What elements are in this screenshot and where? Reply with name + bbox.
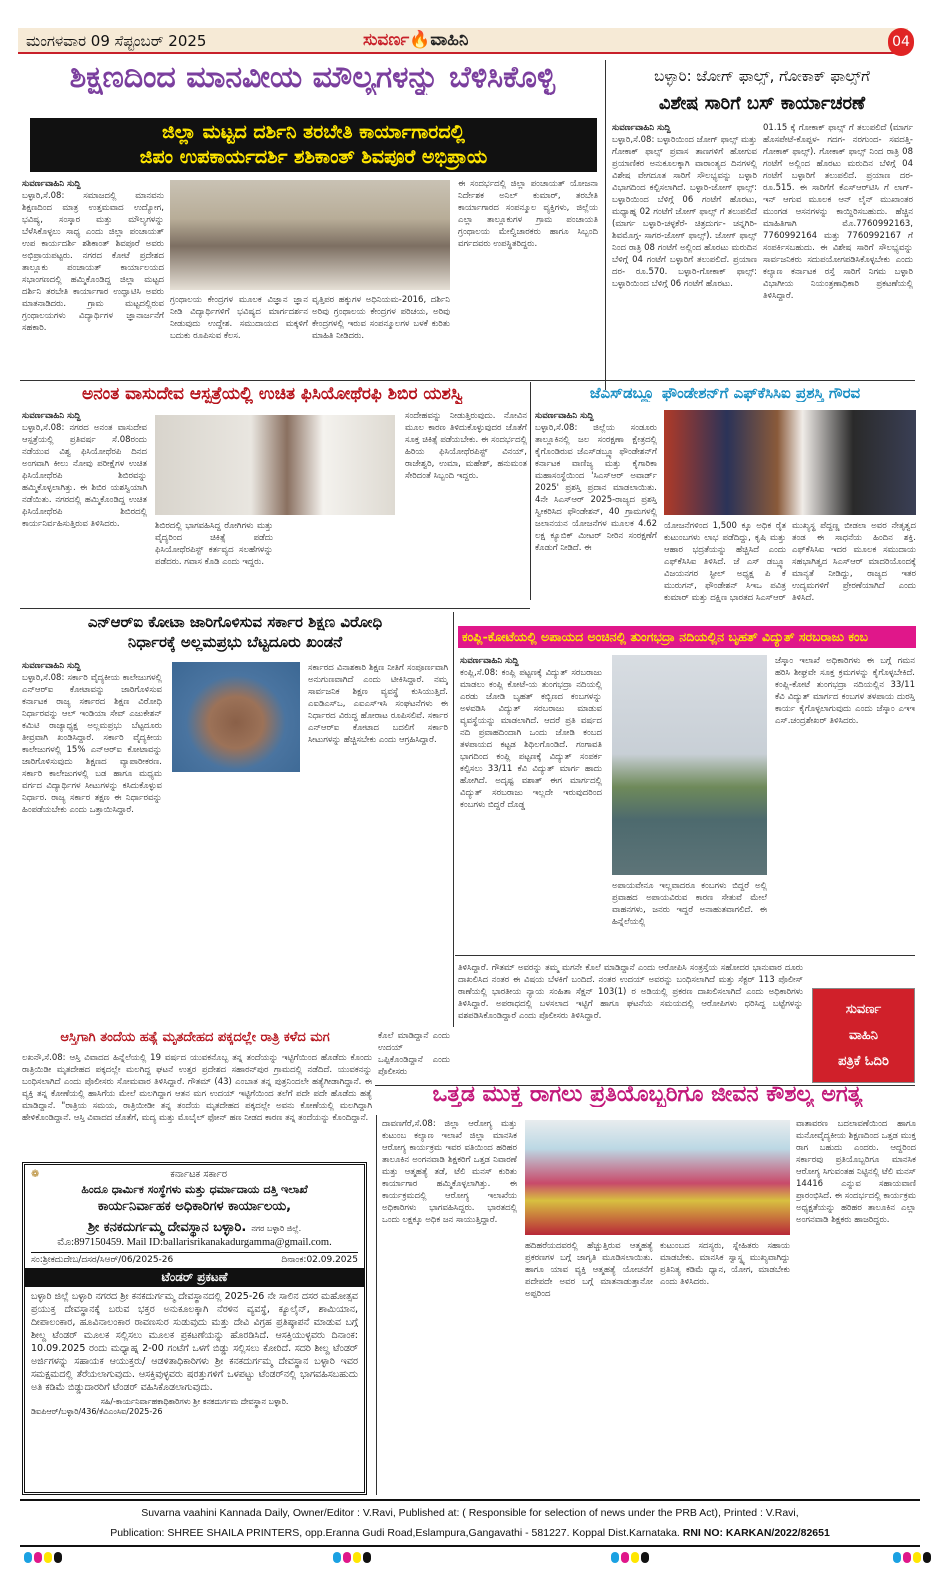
headline-life-skills: ಒತ್ತಡ ಮುಕ್ತ ರಾಗಲು ಪ್ರತಿಯೊಬ್ಬರಿಗೂ ಜೀವನ ಕೌಶಲ್ಯ ಅಗತ್ಯ xyxy=(432,1082,863,1107)
story4-col3: ಮುಖ್ಯಸ್ಥ ಪೆದ್ದಣ್ಣ ಬೀಡಲಾ ಅವರ ನೇತೃತ್ವದ ತಂಡ ಈ ಸಾಧನೆಯ ಹಿಂದಿನ ಶಕ್ತಿ. ಎಫ್‌ಕೆಸಿಸಿಐ ಇದರ ಮೂಲಕ ಸಮುದಾಯ ಸಹಭಾಗಿತ್ವದ ಸಿಎಸ್‌ಆರ್ ಮಾದರಿಯೊಂದಕ್ಕೆ ಮಾನ್ಯತೆ ನೀಡಿದ್ದು, ರಾಜ್ಯದ ಇತರ ಉದ್ಯಮಗಳಿಗೆ ಪ್ರೇರಣೆಯಾಗಿದೆ ಎಂದು ತಿಳಿಸಿದೆ. xyxy=(792,521,916,603)
story1-col2: ಈ ಸಂದರ್ಭದಲ್ಲಿ ಜಿಲ್ಲಾ ಪಂಚಾಯತ್ ಯೋಜನಾ ನಿರ್ದೇಶಕ ಅನಿಲ್ ಕುಮಾರ್, ತರಬೇತಿ ಕಾರ್ಯಾಗಾರದ ಸಂಪನ್ಮೂಲ ವ್ಯಕ್ತಿಗಳು, ಜಿಲ್ಲೆಯ ಎಲ್ಲಾ ತಾಲ್ಲೂಕುಗಳ ಗ್ರಾಮ ಪಂಚಾಯತಿ ಗ್ರಂಥಾಲಯ ಮೇಲ್ವಿಚಾರಕರು ಹಾಗೂ ಸಿಬ್ಬಂದಿ ವರ್ಗದವರು ಉಪಸ್ಥಿತರಿದ್ದರು. xyxy=(458,179,598,249)
subhead-banner xyxy=(30,118,597,172)
headline-special-bus: ಬಳ್ಳಾರಿ: ಜೋಗ್ ಫಾಲ್ಸ್, ಗೋಕಾಕ್ ಫಾಲ್ಸ್‌ಗೆ ವಿಶೇಷ ಸಾರಿಗೆ ಬಸ್ ಕಾರ್ಯಾಚರಣೆ xyxy=(654,67,870,114)
color-registration-marks xyxy=(893,1548,933,1567)
emblem-icon: ❁ xyxy=(31,1169,40,1180)
subhead-line-1: ಜಿಲ್ಲಾ ಮಟ್ಟದ ದರ್ಶಿನಿ ತರಬೇತಿ ಕಾರ್ಯಾಗಾರದಲ್ಲಿ xyxy=(162,121,465,143)
ad-tender-title: ಟೆಂಡರ್ ಪ್ರಕಟಣೆ xyxy=(25,1268,364,1287)
story8-col3: ಕುಟುಂಬದ ಸದಸ್ಯರು, ಸ್ನೇಹಿತರು ಸಹಾಯ ಮಾಡಬೇಕು. ಮಾನಸಿಕ ಸ್ವಾಸ್ಥ್ಯ ಮುಖ್ಯವಾಗಿದ್ದು ಪ್ರತಿನಿತ್ಯ ಕಡಿಮೆ ಧ್ಯಾನ, ಯೋಗ, ಮಾಡಬೇಕು ಎಂದು ತಿಳಿಸಿದರು. xyxy=(660,1241,790,1287)
ad-dip-number: ಡಿಐಪಿಆರ್/ಬಳ್ಳಾರಿ/436/ಕೆವಿಎಂಸಿಐ/2025-26 xyxy=(31,1407,163,1416)
headline-jsw-award: ಜೆಎಸ್‌ಡಬ್ಲ್ಯೂ ಫೌಂಡೇಶನ್‌ಗೆ ಎಫ್‌ಕೆಸಿಸಿಐ ಪ್ರಶಸ್ತಿ ಗೌರವ xyxy=(589,384,861,402)
story7-body: ಲಖನೌ,ಸೆ.08: ಆಸ್ತಿ ವಿವಾದದ ಹಿನ್ನೆಲೆಯಲ್ಲಿ 19 ವರ್ಷದ ಯುವಕನೊಬ್ಬ ತನ್ನ ತಂದೆಯನ್ನು ಇಟ್ಟಿಗೆಯಿಂದ ಹೊಡೆದು ಕೊಂದು ರಾತ್ರಿಯಿಡೀ ಮೃತದೇಹದ ಪಕ್ಕದಲ್ಲೇ ಮಲಗಿದ್ದ ಘಟನೆ ಉತ್ತರ ಪ್ರದೇಶದ ಸಹಾರನ್‌ಪುರ ಗ್ರಾಮದಲ್ಲಿ ನಡೆದಿದೆ. ಯುವಕನನ್ನು ಬಂಧಿಸಲಾಗಿದೆ ಎಂದು ಪೊಲೀಸರು ಸೋಮವಾರ ತಿಳಿಸಿದ್ದಾರೆ. ಗೌತಮ್ (43) ಎಂಬಾತ ತನ್ನ ಪುತ್ರನಿಂದಲೇ ಹತ್ಯೆಗೀಡಾಗಿದ್ದಾನೆ. ಈ ವ್ಯಕ್ತಿ ತನ್ನ ಕೋಣೆಯಲ್ಲಿ ಹಾಸಿಗೆಯ ಮೇಲೆ ಮಲಗಿದ್ದಾಗ ಆತನ ಮಗ ಉದಯ್ ಇಟ್ಟಿಗೆಯಿಂದ ತಲೆಗೆ ಪದೇ ಪದೇ ಹೊಡೆದು ಹತ್ಯೆ ಮಾಡಿದ್ದಾನೆ. "ರಾತ್ರಿಯ ಸಮಯ, ರಾತ್ರಿಯೀಡೀ ತನ್ನ ತಂದೆಯ ಮೃತದೇಹದ ಪಕ್ಕದಲ್ಲೇ ಅವನು ಕೋಣೆಯಲ್ಲಿ ಮಲಗಿದ್ದಾಗಿ ಹೇಳಿಕೊಂಡಿದ್ದಾನೆ. ಆಸ್ತಿ ವಿವಾದದ ಜೊತೆಗೆ, ಮದ್ಯ ಮತ್ತು ಮೊಬೈಲ್ ಫೋನ್ ಹಣ ನೀಡದ ಕಾರಣ ತನ್ನ ತಂದೆಯನ್ನು ಕೊಂದಿದ್ದಾನೆ. xyxy=(22,1053,372,1123)
ad-govt-title: ❁ ಕರ್ನಾಟಕ ಸರ್ಕಾರ xyxy=(31,1169,228,1180)
story7-col2: ಕೊಲೆ ಮಾಡಿದ್ದಾನೆ ಎಂದು ಉದಯ್ ಒಪ್ಪಿಕೊಂಡಿದ್ದಾನೆ ಎಂದು ಪೊಲೀಸರು xyxy=(378,1031,450,1077)
story8-col2: ಹದಿಹರೆಯದವರಲ್ಲಿ ಹೆಚ್ಚುತ್ತಿರುವ ಆತ್ಮಹತ್ಯೆ ಪ್ರಕರಣಗಳ ಬಗ್ಗೆ ಜಾಗೃತಿ ಮೂಡಿಸಲಾಯಿತು. ಹಾಗೂ ಯಾವ ವ್ಯಕ್ತಿ ಆತ್ಮಹತ್ಯೆ ಯೋಚನೆಗೆ ಪದೇಪದೇ ಅವರ ಬಗ್ಗೆ ಮಾತನಾಡುತ್ತಾನೋ ಅಪ್ಪರಿಂದ xyxy=(525,1241,653,1299)
masthead xyxy=(18,28,908,54)
issue-date: ಮಂಗಳವಾರ 09 ಸೆಪ್ಟಂಬರ್ 2025 xyxy=(26,32,207,50)
headline-education-values: ಶಿಕ್ಷಣದಿಂದ ಮಾನವೀಯ ಮೌಲ್ಯಗಳನ್ನು ಬೆಳಿಸಿಕೊಳ್ಳಿ xyxy=(69,60,556,95)
tender-notice-ad xyxy=(22,1162,367,1495)
story8-col4: ವಾತಾವರಣ ಬದಲಾವಣೆಯಿಂದ ಹಾಗೂ ಮನೋವೈದ್ಯಕೀಯ ಶಿಕ್ಷಣದಿಂದ ಒತ್ತಡ ಮುಕ್ತ ರಾಗ ಬಹುದು ಎಂದರು. ಆದ್ದರಿಂದ ಸರ್ಕಾರವು ಪ್ರತಿಯೊಬ್ಬರಿಗೂ ಮಾನಸಿಕ ಆರೋಗ್ಯ ಸಿಗುವಂತಹ ನಿಟ್ಟಿನಲ್ಲಿ ಟೆಲಿ ಮನಸ್ 14416 ಎನ್ನುವ ಸಹಾಯವಾಣಿ ಪ್ರಾರಂಭಿಸಿದೆ. ಈ ಸಂದರ್ಭದಲ್ಲಿ ಕಾರ್ಯಕ್ರಮ ಅಧ್ಯಕ್ಷತೆಯನ್ನು ಹರಿಹರ ತಾಲೂಕಿನ ಎಲ್ಲಾ ಅಂಗನವಾಡಿ ಶಿಕ್ಷಕರು ಹಾಜರಿದ್ದರು. xyxy=(796,1119,916,1225)
logo-text-1: ಸುವರ್ಣ xyxy=(363,30,410,50)
story6-col2: ಅಪಾಯವೇನೂ ಇಲ್ಲವಾದರೂ ಕಂಬಗಳು ಬಿದ್ದರೆ ಅಲ್ಲಿ ಪ್ರವಾಹದ ಅಪಾಯವಿರುವ ಕಾರಣ ಸೇತುವೆ ಮೇಲೆ ವಾಹನಗಳು, ಜನರು ಇದ್ದರೆ ಅನಾಹುತವಾಗಲಿದೆ. ಈ ಹಿನ್ನೆಲೆಯಲ್ಲಿ xyxy=(612,881,767,927)
lamp-icon: 🔥 xyxy=(409,30,431,50)
story4-col1: ಸುವರ್ಣವಾಹಿನಿ ಸುದ್ದಿ ಬಳ್ಳಾರಿ,ಸೆ.08: ಜಿಲ್ಲೆಯ ಸಂಡೂರು ತಾಲ್ಲೂಕಿನಲ್ಲಿ ಜಲ ಸಂರಕ್ಷಣಾ ಕ್ಷೇತ್ರದಲ್ಲಿ ಕೈಗೊಂಡಿರುವ ಜೆಎಸ್‌ಡಬ್ಲ್ಯೂ ಫೌಂಡೇಶನ್‌ಗೆ ಕರ್ನಾಟಕ ವಾಣಿಜ್ಯ ಮತ್ತು ಕೈಗಾರಿಕಾ ಮಹಾಸಂಸ್ಥೆಯಿಂದ 'ಸಿಎಸ್‌ಆರ್ ಅವಾರ್ಡ್ 2025' ಪ್ರಶಸ್ತಿ ಪ್ರದಾನ ಮಾಡಲಾಯಿತು. 4ನೇ ಸಿಎಸ್‌ಆರ್ 2025-ರಾಜ್ಯದ ಪ್ರಶಸ್ತಿ ಸ್ವೀಕರಿಸಿದ ಫೌಂಡೇಶನ್, 40 ಗ್ರಾಮಗಳಲ್ಲಿ ಜಲಾನಯನ ಯೋಜನೆಗಳ ಮೂಲಕ 4.62 ಲಕ್ಷ ಕ್ಯೂಬಿಕ್ ಮೀಟರ್ ನೀರಿನ ಸಂರಕ್ಷಣೆಗೆ ಕೊಡುಗೆ ನೀಡಿದೆ. ಈ xyxy=(535,411,657,553)
rni-number: RNI NO: KARKAN/2022/82651 xyxy=(682,1527,830,1539)
ad-body: ಬಳ್ಳಾರಿ ಜಿಲ್ಲೆ ಬಳ್ಳಾರಿ ನಗರದ ಶ್ರೀ ಕನಕದುರ್ಗಮ್ಮ ದೇವಸ್ಥಾನದಲ್ಲಿ 2025-26 ನೇ ಸಾಲಿನ ದಸರ ಮಹೋತ್ಸವ ಪ್ರಯುಕ್ತ ದೇವಸ್ಥಾನಕ್ಕೆ ಬರುವ ಭಕ್ತರ ಅನುಕೂಲಕ್ಕಾಗಿ ನೆರಳಿನ ವ್ಯವಸ್ಥೆ, ಕ್ಯೂಲೈನ್, ಶಾಮಿಯಾನ, ದೀಪಾಲಂಕಾರ, ಹೂವಿನಾಲಂಕಾರ ರಾವಣಸುರ ಸುಡುವುದು ಮತ್ತು ದೇವಿ ವಿಗ್ರಹ ಪ್ರತಿಷ್ಠಾಪನೆ ಮಾಡುವ ಬಗ್ಗೆ ಶೀಲ್ದ ಟೆಂಡರ್ ಮೂಲಕ ಸಲ್ಲಿಸಲು ಮೂಲಕ ಪ್ರಕಟಣೆಯನ್ನು ಹೊರಡಿಸಿದೆ. ಆಸಕ್ತಿಯುಳ್ಳವರು ದಿನಾಂಕ: 10.09.2025 ರಂದು ಮಧ್ಯಾಹ್ನ 2-00 ಗಂಟೆಗೆ ಒಳಗೆ ಬಿಡ್ಡು ಸಲ್ಲಿಸಲು ಕೋರಿದೆ. ಸದರಿ ಶೀಲ್ದ ಟೆಂಡರ್ ಅರ್ಜಿಗಳನ್ನು ಸಹಾಯಕ ಆಯುಕ್ತರು/ ಆಡಳಿತಾಧಿಕಾರಿಗಳು ಶ್ರೀ ಕನಕದುರ್ಗಮ್ಮ ದೇವಸ್ಥಾನ ಬಳ್ಳಾರಿ ಇವರ ಸಮಕ್ಷಮದಲ್ಲಿ ತೆರೆಯಲಾಗುವುದು. ಆಸಕ್ತಿವುಳ್ಳವರು ಷರತ್ತುಗಳಿಗೆ ಒಳಪಟ್ಟು ಟೆಂಡರ್‌ನಲ್ಲಿ ಭಾಗವಹಿಸಬಹುದು ಅತಿ ಕಡಿಮೆ ಬಿಡ್ಡುದಾರರಿಗೆ ಟೆಂಡರ್ ವಹಿಸಿಕೊಡಲಾಗುವುದು. xyxy=(31,1291,358,1393)
ad-department: ಹಿಂದೂ ಧಾರ್ಮಿಕ ಸಂಸ್ಥೆಗಳು ಮತ್ತು ಧರ್ಮಾದಾಯ ದತ್ತಿ ಇಲಾಖೆ xyxy=(81,1183,308,1196)
story2-col1: ಸುವರ್ಣವಾಹಿನಿ ಸುದ್ದಿ ಬಳ್ಳಾರಿ,ಸೆ.08: ಬಳ್ಳಾರಿಯಿಂದ ಜೋಗ್ ಫಾಲ್ಸ್ ಮತ್ತು ಗೋಕಾಕ್ ಫಾಲ್ಸ್ ಪ್ರವಾಸ ತಾಣಗಳಿಗೆ ಹೋಗುವ ಪ್ರಯಾಣಿಕರ ಅನುಕೂಲಕ್ಕಾಗಿ ವಾರಾಂತ್ಯದ ದಿನಗಳಲ್ಲಿ ವಿಶೇಷ ವೇಗದೂತ ಸಾರಿಗೆ ಸೌಲಭ್ಯವನ್ನು ಬಳ್ಳಾರಿ ವಿಭಾಗದಿಂದ ಕಲ್ಪಿಸಲಾಗಿದೆ. ಬಳ್ಳಾರಿ-ಜೋಗ್ ಫಾಲ್ಸ್: ಬಳ್ಳಾರಿಯಿಂದ ಬೆಳಿಗ್ಗೆ 06 ಗಂಟೆಗೆ ಹೊರಟು, ಮಧ್ಯಾಹ್ನ 02 ಗಂಟೆಗೆ ಜೋಗ್ ಫಾಲ್ಸ್ ಗೆ ತಲುಪಲಿದೆ (ಮಾರ್ಗ ಬಳ್ಳಾರಿ-ಚಳ್ಳಕೆರೆ- ಚಿತ್ರದುರ್ಗ- ಚನ್ನಗಿರಿ- ಶಿವಮೊಗ್ಗ- ಸಾಗರ-ಜೋಗ್ ಫಾಲ್ಸ್). ಜೋಗ್ ಫಾಲ್ಸ್ ನಿಂದ ರಾತ್ರಿ 08 ಗಂಟೆಗೆ ಅಲ್ಲಿಂದ ಹೊರಟು ಮರುದಿನ ಬೆಳಿಗ್ಗೆ 04 ಗಂಟೆಗೆ ಬಳ್ಳಾರಿಗೆ ತಲುಪಲಿದೆ. ಪ್ರಯಾಣ ದರ- ರೂ.570. ಬಳ್ಳಾರಿ-ಗೋಕಾಕ್ ಫಾಲ್ಸ್: ಬಳ್ಳಾರಿಯಿಂದ ಬೆಳಿಗ್ಗೆ 06 ಗಂಟೆಗೆ ಹೊರಟು. xyxy=(612,123,757,289)
newspaper-logo xyxy=(363,30,468,50)
subhead-line-2: ಜಿಪಂ ಉಪಕಾರ್ಯದರ್ಶಿ ಶಶಿಕಾಂತ್ ಶಿವಪೂರೆ ಅಭಿಪ್ರಾಯ xyxy=(139,146,488,168)
story5-col1: ಸುವರ್ಣವಾಹಿನಿ ಸುದ್ದಿ ಬಳ್ಳಾರಿ,ಸೆ.08: ಸರ್ಕಾರಿ ವೈದ್ಯಕೀಯ ಕಾಲೇಜುಗಳಲ್ಲಿ ಎನ್‌ಆರ್‌ಐ ಕೋಟಾವನ್ನು ಜಾರಿಗೊಳಿಸುವ ಕರ್ನಾಟಕ ರಾಜ್ಯ ಸರ್ಕಾರದ ಶಿಕ್ಷಣ ವಿರೋಧಿ ನಿರ್ಧಾರವನ್ನು ಆಲ್ ಇಂಡಿಯಾ ಸೇವ್ ಎಜುಕೇಶನ್ ಕಮಿಟಿ ರಾಜ್ಯಾಧ್ಯಕ್ಷ ಅಲ್ಲಮಪ್ರಭು ಬೆಟ್ಟದೂರು ತೀವ್ರವಾಗಿ ಖಂಡಿಸಿದ್ದಾರೆ. ಸರ್ಕಾರಿ ವೈದ್ಯಕೀಯ ಕಾಲೇಜುಗಳಲ್ಲಿ 15% ಎನ್‌ಆರ್‌ಐ ಕೋಟಾವನ್ನು ಜಾರಿಗೊಳಿಸುವುದು ಶಿಕ್ಷಣದ ವ್ಯಾಪಾರೀಕರಣ. ಸರ್ಕಾರಿ ಕಾಲೇಜುಗಳಲ್ಲಿ ಬಡ ಹಾಗೂ ಮಧ್ಯಮ ವರ್ಗದ ವಿದ್ಯಾರ್ಥಿಗಳ ಸೀಟುಗಳನ್ನು ಕಸಿದುಕೊಳ್ಳುವ ನಿರ್ಧಾರ. ರಾಜ್ಯ ಸರ್ಕಾರ ತಕ್ಷಣ ಈ ನಿರ್ಧಾರವನ್ನು ಹಿಂಪಡೆಯಬೇಕು ಎಂದು ಒತ್ತಾಯಿಸಿದ್ದಾರೆ. xyxy=(22,661,162,815)
imprint-footer: Suvarna vaahini Kannada Daily, Owner/Editor : V.Ravi, Published at: ( Responsible for selection of news under the PRB Act), Printed : V.Ravi, Publication: SHREE SHAILA PRINTERS, opp.Eranna Gudi Road,Eslampura,Gangavathi - 581227. Koppal Dist.Karnataka. RNI NO: KARKAN/2022/82651 xyxy=(110,1507,830,1539)
story8-col1: ದಾವಣಗೆರೆ,ಸೆ.08: ಜಿಲ್ಲಾ ಆರೋಗ್ಯ ಮತ್ತು ಕುಟುಂಬ ಕಲ್ಯಾಣ ಇಲಾಖೆ ಜಿಲ್ಲಾ ಮಾನಸಿಕ ಆರೋಗ್ಯ ಕಾರ್ಯಕ್ರಮ ಇವರ ವತಿಯಿಂದ ಹರಿಹರ ತಾಲೂಕಿನ ಅಂಗನವಾಡಿ ಶಿಕ್ಷಕರಿಗೆ ಒತ್ತಡ ನಿವಾರಣೆ ಮತ್ತು ಆತ್ಮಹತ್ಯೆ ತಡೆ, ಟೆಲಿ ಮನಸ್ ಕುರಿತು ಕಾರ್ಯಾಗಾರ ಹಮ್ಮಿಕೊಳ್ಳಲಾಗಿತ್ತು. ಈ ಕಾರ್ಯಕ್ರಮದಲ್ಲಿ ಆರೋಗ್ಯ ಇಲಾಖೆಯ ಅಧಿಕಾರಿಗಳು ಭಾಗವಹಿಸಿದ್ದರು. ಭಾರತದಲ್ಲಿ ಒಂದು ಲಕ್ಷಕ್ಕೂ ಅಧಿಕ ಜನ ಸಾಯುತ್ತಿದ್ದಾರೆ. xyxy=(382,1119,517,1225)
photo-award-ceremony xyxy=(664,410,916,515)
ad-temple: ಶ್ರೀ ಕನಕದುರ್ಗಮ್ಮ ದೇವಸ್ಥಾನ ಬಳ್ಳಾರಿ. ನಗರ ಬಳ್ಳಾರಿ ಜಿಲ್ಲೆ. xyxy=(87,1220,302,1235)
photo-electric-tower-river xyxy=(612,655,767,875)
story6-col1: ಸುವರ್ಣವಾಹಿನಿ ಸುದ್ದಿ ಕಂಪ್ಲಿ,ಸೆ.08: ಕಂಪ್ಲಿ ಪಟ್ಟಣಕ್ಕೆ ವಿದ್ಯುತ್ ಸರಬರಾಜು ಮಾಡಲು ಕಂಪ್ಲಿ ಕೋಟೆ-ಯ ತುಂಗಭದ್ರಾ ನದಿಯಲ್ಲಿ ಎರಡು ಜೋಡಿ ಬೃಹತ್ ಕಬ್ಬಿಣದ ಕಂಬಗಳನ್ನು ಅಳವಡಿಸಿ ವಿದ್ಯುತ್ ಸರಬರಾಜು ಮಾಡುವ ವ್ಯವಸ್ಥೆಯನ್ನು ಮಾಡಲಾಗಿದೆ. ಆದರೆ ಪ್ರತಿ ವರ್ಷದ ನದಿ ಪ್ರವಾಹದಿಂದಾಗಿ ಒಂದು ಜೋಡಿ ಕಂಬದ ತಳಪಾಯದ ಕಟ್ಟಡ ಶಿಥಿಲಗೊಂಡಿದೆ. ಗಂಗಾವತಿ ಭಾಗದಿಂದ ಕಂಪ್ಲಿ ಪಟ್ಟಣಕ್ಕೆ ವಿದ್ಯುತ್ ಸಂಪರ್ಕ ಕಲ್ಪಿಸಲು 33/11 ಕೆವಿ ವಿದ್ಯುತ್ ಮಾರ್ಗ ಹಾದು ಹೋಗಿದೆ. ಅದೃಷ್ಟ ವಶಾತ್ ಈಗ ಮಾರ್ಗದಲ್ಲಿ ವಿದ್ಯುತ್ ಸರಬರಾಜು ಇಲ್ಲದೇ ಇರುವುದರಿಂದ ಕಂಬಗಳು ಬಿದ್ದರೆ ದೊಡ್ಡ xyxy=(460,656,602,810)
story3-col-mid: ಶಿಬಿರದಲ್ಲಿ ಭಾಗವಹಿಸಿದ್ದ ರೋಗಿಗಳು ಮತ್ತು ವೈದ್ಯರಿಂದ ಚಿಕಿತ್ಸೆ ಪಡೆದು ಫಿಸಿಯೋಥೆರಪಿಸ್ಟ್ ಕರ್ತವ್ಯದ ಸಲಹೆಗಳನ್ನು ಪಡೆದರು. ಗವಾಸ ಕೊಡಿ ಎಂದು ಇದ್ದರು. xyxy=(155,521,273,567)
headline-physio-camp: ಅನಂತ ವಾಸುದೇವ ಆಸ್ಪತ್ರೆಯಲ್ಲಿ ಉಚಿತ ಫಿಸಿಯೋಥೆರಫಿ ಶಿಬಿರ ಯಶಸ್ವಿ xyxy=(82,384,463,404)
ad-contact: ಮೊ:897150459. Mail ID:ballarisrikanakadurgamma@gmail.com. xyxy=(57,1237,332,1248)
story3-col2: ಸಂದೇಹವನ್ನು ನೀಡುತ್ತಿರುವುದು. ನೋವಿನ ಮೂಲ ಕಾರಣ ತಿಳಿದುಕೊಳ್ಳುವುದರ ಜೊತೆಗೆ ಸೂಕ್ತ ಚಿಕಿತ್ಸೆ ಪಡೆಯಬೇಕು. ಈ ಸಂದರ್ಭದಲ್ಲಿ ಹಿರಿಯ ಫಿಸಿಯೋಥೆರಪಿಸ್ಟ್ ವಿನಯ್, ರಾಜೇಶ್ವರಿ, ಉಮಾ, ಮಹೇಶ್, ಹನುಮಂತ ಸೇರಿದಂತೆ ಸಿಬ್ಬಂದಿ ಇದ್ದರು. xyxy=(405,411,527,481)
ad-signature: ಸಹಿ/-ಕಾರ್ಯನಿರ್ವಾಹಕಾಧಿಕಾರಿಗಳು ಶ್ರೀ ಕನಕದುರ್ಗಮ ದೇವಸ್ಥಾನ ಬಳ್ಳಾರಿ. xyxy=(100,1397,289,1406)
story1-col1: ಸುವರ್ಣವಾಹಿನಿ ಸುದ್ದಿ ಬಳ್ಳಾರಿ,ಸೆ.08: ಸಮಾಜದಲ್ಲಿ ಮಾನವನು ಶಿಕ್ಷಣದಿಂದ ಮಾತ್ರ ಉತ್ತಮವಾದ ಉದ್ಯೋಗ, ಭವಿಷ್ಯ, ಸಂಸ್ಕಾರ ಮತ್ತು ಮೌಲ್ಯಗಳನ್ನು ಬೆಳೆಸಿಕೊಳ್ಳಲು ಸಾಧ್ಯ ಎಂದು ಜಿಲ್ಲಾ ಪಂಚಾಯತ್ ಉಪ ಕಾರ್ಯದರ್ಶಿ ಶಶಿಕಾಂತ್ ಶಿವಪೂರೆ ಅವರು ಅಭಿಪ್ರಾಯಪಟ್ಟರು. ನಗರದ ಕೋಟೆ ಪ್ರದೇಶದ ತಾಲ್ಲೂಕು ಪಂಚಾಯತ್ ಕಾರ್ಯಾಲಯದ ಸಭಾಂಗಣದಲ್ಲಿ ಹಮ್ಮಿಕೊಂಡಿದ್ದ ಜಿಲ್ಲಾ ಮಟ್ಟದ ದರ್ಶಿನಿ ತರಬೇತಿ ಕಾರ್ಯಾಗಾರ ಉದ್ಘಾಟಿಸಿ ಅವರು ಮಾತನಾಡಿದರು. ಗ್ರಾಮ ಮಟ್ಟದಲ್ಲಿರುವ ಗ್ರಂಥಾಲಯಗಳು ವಿದ್ಯಾರ್ಥಿಗಳ ಜ್ಞಾನಾರ್ಜನೆಗೆ ಸಹಕಾರಿ. xyxy=(22,179,164,333)
color-registration-marks xyxy=(24,1548,64,1567)
story1-col-mid2: ವೃತ್ತಿಪರ ಹಕ್ಕುಗಳ ಅಧಿನಿಯಮ-2016, ದರ್ಶಿನಿ ಅರಿವು ಗ್ರಂಥಾಲಯ ಕೇಂದ್ರಗಳ ಪರಿಚಯ, ಅರಿವು ಕೇಂದ್ರಗಳಲ್ಲಿ ಇರುವ ಸಂಪನ್ಮೂಲಗಳ ಬಳಕೆ ಕುರಿತು ಮಾಹಿತಿ ನೀಡಿದರು. xyxy=(312,295,450,341)
story4-col2: ಯೋಜನೆಗಳಿಂದ 1,500 ಕ್ಕೂ ಅಧಿಕ ರೈತ ಕುಟುಂಬಗಳು ಲಾಭ ಪಡೆದಿದ್ದು, ಕೃಷಿ ಮತ್ತು ಆಹಾರ ಭದ್ರತೆಯನ್ನು ಹೆಚ್ಚಿಸಿದೆ ಎಂದು ಎಫ್‌ಕೆಸಿಸಿಐ ತಿಳಿಸಿದೆ. ಜೆ ಎಸ್ ಡಬ್ಲ್ಯೂ ವಿಜಯನಗರ ಸ್ಟೀಲ್ ಅಧ್ಯಕ್ಷ ಪಿ ಕೆ ಮುರುಗನ್, ಫೌಂಡೇಶನ್ ಸಿಇಒ ಪವಿತ್ರ ಕುಮಾರ್ ಮತ್ತು ದಕ್ಷಿಣ ಭಾರತದ ಸಿಎಸ್‌ಆರ್ xyxy=(664,521,786,603)
promo-read-newspaper: ಸುವರ್ಣ ವಾಹಿನಿ ಪತ್ರಿಕೆ ಓದಿರಿ xyxy=(812,988,915,1083)
ad-ref-row: ಸಂ:ಶ್ರೀಕದುದೇಬ/ದಸರ/ಸಿಆರ್/06/2025-26 ದಿನಾಂಕ:02.09.2025 xyxy=(31,1252,358,1265)
photo-allamaprabhu-bettadur xyxy=(172,662,300,772)
page-number-badge: 04 xyxy=(888,28,914,56)
color-registration-marks xyxy=(333,1548,373,1567)
story5-col2: ಸರ್ಕಾರದ ವಿನಾಶಕಾರಿ ಶಿಕ್ಷಣ ನೀತಿಗೆ ಸಂಪೂರ್ಣವಾಗಿ ಅನುಗುಣವಾಗಿದೆ ಎಂದು ಟೀಕಿಸಿದ್ದಾರೆ. ನಮ್ಮ ಸಾರ್ವಜನಿಕ ಶಿಕ್ಷಣ ವ್ಯವಸ್ಥೆ ಕುಸಿಯುತ್ತಿದೆ. ಎಐಡಿಎಸ್‌ಒ, ಎಐಎಸ್‌ಇಸಿ ಸಂಘಟನೆಗಳು ಈ ನಿರ್ಧಾರದ ವಿರುದ್ಧ ಹೋರಾಟ ರೂಪಿಸಲಿವೆ. ಸರ್ಕಾರ ಎನ್‌ಆರ್‌ಐ ಕೋಟಾದ ಬದಲಿಗೆ ಸರ್ಕಾರಿ ಸೀಟುಗಳನ್ನು ಹೆಚ್ಚಿಸಬೇಕು ಎಂದು ಆಗ್ರಹಿಸಿದ್ದಾರೆ. xyxy=(308,663,448,745)
photo-physio-camp xyxy=(155,415,395,515)
group-photo-workshop xyxy=(170,180,450,290)
headline-kampli-pole: ಕಂಪ್ಲಿ-ಕೋಟೆಯಲ್ಲಿ ಅಪಾಯದ ಅಂಚಿನಲ್ಲಿ ತುಂಗಭದ್ರಾ ನದಿಯಲ್ಲಿನ ಬೃಹತ್ ವಿದ್ಯುತ್ ಸರಬರಾಜು ಕಂಬ xyxy=(458,626,916,648)
color-registration-marks xyxy=(611,1548,651,1567)
headline-nri-quota: ಎನ್‌ಆರ್‌ಐ ಕೋಟಾ ಜಾರಿಗೊಳಿಸುವ ಸರ್ಕಾರ ಶಿಕ್ಷಣ ವಿರೋಧಿ ನಿರ್ಧಾರಕ್ಕೆ ಅಲ್ಲಮಪ್ರಭು ಬೆಟ್ಟದೂರು ಖಂಡನೆ xyxy=(87,613,383,651)
story6-col3: ಜೆಸ್ಕಾಂ ಇಲಾಖೆ ಅಧಿಕಾರಿಗಳು ಈ ಬಗ್ಗೆ ಗಮನ ಹರಿಸಿ ಶೀಘ್ರವೇ ಸೂಕ್ತ ಕ್ರಮಗಳನ್ನು ಕೈಗೊಳ್ಳಬೇಕಿದೆ. ಕಂಪ್ಲಿ-ಕೋಟೆ ತುಂಗಭದ್ರಾ ನದಿಯಲ್ಲಿನ 33/11 ಕೆವಿ ವಿದ್ಯುತ್ ಮಾರ್ಗದ ಕಂಬಗಳ ತಳಪಾಯ ದುರಸ್ತಿ ಕಾರ್ಯ ಕೈಗೊಳ್ಳಲಾಗುವುದು ಎಂದು ಜೆಸ್ಕಾಂ ಎಇಇ ಎಸ್.ಚಂದ್ರಶೇಖರ್ ತಿಳಿಸಿದರು. xyxy=(775,656,915,726)
logo-text-2: ವಾಹಿನಿ xyxy=(430,30,469,50)
story7-continued: ತಿಳಿಸಿದ್ದಾರೆ. ಗೌತಮ್ ಅವರನ್ನು ತಮ್ಮ ಮಗನೇ ಕೊಲೆ ಮಾಡಿದ್ದಾನೆ ಎಂದು ಆರೋಪಿಸಿ ಸಂತ್ರಸ್ತೆಯ ಸಹೋದರ ಭಾನುವಾರ ದೂರು ದಾಖಲಿಸಿದ ನಂತರ ಈ ವಿಷಯ ಬೆಳಕಿಗೆ ಬಂದಿದೆ. ನಂತರ ಉದಯ್ ಅವರನ್ನು ಬಂಧಿಸಲಾಗಿದೆ ಮತ್ತು ಸೆಕ್ಟರ್ 113 ಪೊಲೀಸ್ ಠಾಣೆಯಲ್ಲಿ ಭಾರತೀಯ ನ್ಯಾಯ ಸಂಹಿತಾ ಸೆಕ್ಷನ್ 103(1) ರ ಅಡಿಯಲ್ಲಿ ಪ್ರಕರಣ ದಾಖಲಿಸಲಾಗಿದೆ ಎಂದು ಅಧಿಕಾರಿಗಳು ತಿಳಿಸಿದ್ದಾರೆ. ಅಪರಾಧದಲ್ಲಿ ಬಳಸಲಾದ ಇಟ್ಟಿಗೆ ಹಾಗೂ ಘಟನೆಯ ಸಮಯದಲ್ಲಿ ಆರೋಪಿಗಳು ಧರಿಸಿದ್ದ ಬಟ್ಟೆಗಳನ್ನು ವಶಪಡಿಸಿಕೊಂಡಿದ್ದಾರೆ ಎಂದು ಪೊಲೀಸರು ತಿಳಿಸಿದ್ದಾರೆ. xyxy=(458,963,803,1021)
ad-office: ಕಾರ್ಯನಿರ್ವಾಹಕ ಅಧಿಕಾರಿಗಳ ಕಾರ್ಯಾಲಯ, xyxy=(97,1199,292,1214)
photo-anganwadi-workshop xyxy=(525,1120,790,1235)
byline: ಸುವರ್ಣವಾಹಿನಿ ಸುದ್ದಿ xyxy=(22,179,81,189)
story3-col1: ಸುವರ್ಣವಾಹಿನಿ ಸುದ್ದಿ ಬಳ್ಳಾರಿ,ಸೆ.08: ನಗರದ ಅನಂತ ವಾಸುದೇವ ಆಸ್ಪತ್ರೆಯಲ್ಲಿ ಪ್ರತಿವರ್ಷ ಸೆ.08ರಂದು ನಡೆಯುವ ವಿಶ್ವ ಫಿಸಿಯೋಥೆರಪಿ ದಿನದ ಅಂಗವಾಗಿ ಕೀಲು ನೋವು ಪರೀಕ್ಷೆಗಳ ಉಚಿತ ಫಿಸಿಯೋಥೆರಪಿ ಶಿಬಿರವನ್ನು ಹಮ್ಮಿಕೊಳ್ಳಲಾಗಿತ್ತು. ಈ ಶಿಬಿರ ಯಶಸ್ವಿಯಾಗಿ ನಡೆಯಿತು. ನಗರದಲ್ಲಿ ಹಮ್ಮಿಕೊಂಡಿದ್ದ ಉಚಿತ ಫಿಸಿಯೋಥೆರಪಿ ಶಿಬಿರದಲ್ಲಿ ಕಾರ್ಯನಿರ್ವಹಿಸುತ್ತಿರುವ ತಿಳಿಸಿದರು. xyxy=(22,411,147,529)
story2-col2: 01.15 ಕ್ಕೆ ಗೋಕಾಕ್ ಫಾಲ್ಸ್ ಗೆ ತಲುಪಲಿದೆ (ಮಾರ್ಗ ಹೊಸಪೇಟೆ-ಕೊಪ್ಪಳ- ಗದಗ- ನರಗುಂದ- ಸವದತ್ತಿ- ಗೋಕಾಕ್ ಫಾಲ್ಸ್). ಗೋಕಾಕ್ ಫಾಲ್ಸ್ ನಿಂದ ರಾತ್ರಿ 08 ಗಂಟೆಗೆ ಅಲ್ಲಿಂದ ಹೊರಟು ಮರುದಿನ ಬೆಳಿಗ್ಗೆ 04 ಗಂಟೆಗೆ ಬಳ್ಳಾರಿಗೆ ತಲುಪಲಿದೆ. ಪ್ರಯಾಣ ದರ- ರೂ.515. ಈ ಸಾರಿಗೆಗೆ ಕೆಎಸ್‌ಆರ್‌ಟಿಸಿ ಗೆ ಲಾಗ್-ಇನ್ ಆಗುವ ಮೂಲಕ ಆನ್ ಲೈನ್ ಮುಖಾಂತರ ಮುಂಗಡ ಆಸನಗಳನ್ನು ಕಾಯ್ದಿರಿಸಬಹುದು. ಹೆಚ್ಚಿನ ಮಾಹಿತಿಗಾಗಿ ಮೊ.7760992163, 7760992164 ಮತ್ತು 7760992167 ಗೆ ಸಂಪರ್ಕಿಸಬಹುದು. ಈ ವಿಶೇಷ ಸಾರಿಗೆ ಸೌಲಭ್ಯವನ್ನು ಸಾರ್ವಜನಿಕರು ಸದುಪಯೋಗಪಡಿಸಿಕೊಳ್ಳಬೇಕು ಎಂದು ಕಲ್ಯಾಣ ಕರ್ನಾಟಕ ರಸ್ತೆ ಸಾರಿಗೆ ನಿಗಮ ಬಳ್ಳಾರಿ ವಿಭಾಗೀಯ ನಿಯಂತ್ರಣಾಧಿಕಾರಿ ಪ್ರಕಟಣೆಯಲ್ಲಿ ತಿಳಿಸಿದ್ದಾರೆ. xyxy=(763,123,913,301)
story1-col-mid: ಗ್ರಂಥಾಲಯ ಕೇಂದ್ರಗಳ ಮೂಲಕ ವಿಜ್ಞಾನ ಜ್ಞಾನ ನೀಡಿ ವಿದ್ಯಾರ್ಥಿಗಳಿಗೆ ಭವಿಷ್ಯದ ಮಾರ್ಗದರ್ಶನ ನೀಡುವುದು ಉದ್ದೇಶ. ಸಮುದಾಯದ ಮಕ್ಕಳಿಗೆ ಬದುಕು ರೂಪಿಸುವ ಕೆಲಸ. xyxy=(170,295,308,341)
headline-son-kills-father: ಆಸ್ತಿಗಾಗಿ ತಂದೆಯ ಹತ್ಯೆ ಮೃತದೇಹದ ಪಕ್ಕದಲ್ಲೇ ರಾತ್ರಿ ಕಳೆದ ಮಗ xyxy=(60,1030,330,1045)
